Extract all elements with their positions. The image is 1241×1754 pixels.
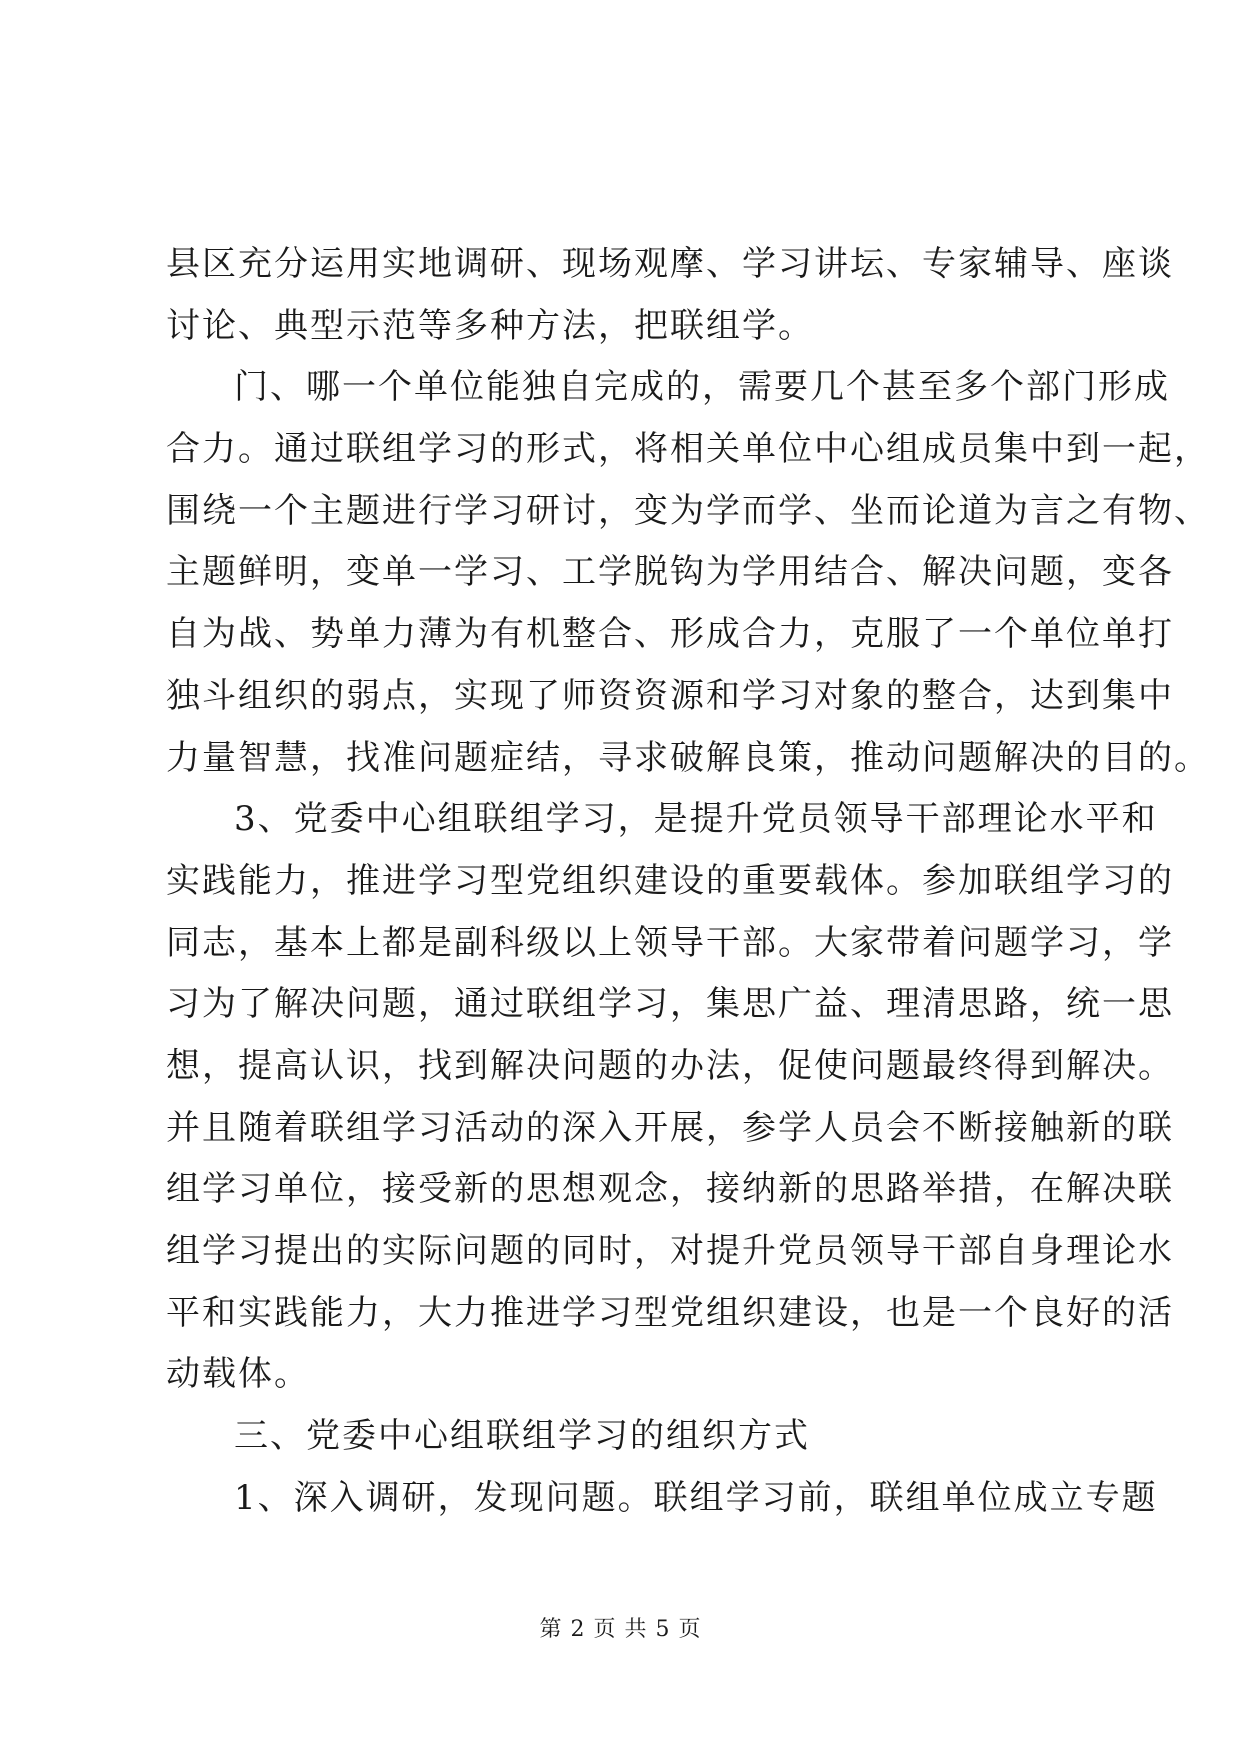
- section-heading: 三、党委中心组联组学习的组织方式: [234, 1416, 810, 1457]
- text-line: 习为了解决问题，通过联组学习，集思广益、理清思路，统一思: [166, 984, 1174, 1025]
- text-line: 同志，基本上都是副科级以上领导干部。大家带着问题学习，学: [166, 922, 1174, 963]
- text-line: 独斗组织的弱点，实现了师资资源和学习对象的整合，达到集中: [166, 675, 1174, 716]
- text-line: 合力。通过联组学习的形式，将相关单位中心组成员集中到一起，: [166, 429, 1210, 470]
- text-line: 力量智慧，找准问题症结，寻求破解良策，推动问题解决的目的。: [166, 737, 1210, 778]
- text-line: 主题鲜明，变单一学习、工学脱钩为学用结合、解决问题，变各: [166, 552, 1174, 593]
- text-line: 自为战、势单力薄为有机整合、形成合力，克服了一个单位单打: [166, 614, 1174, 655]
- text-line: 组学习提出的实际问题的同时，对提升党员领导干部自身理论水: [166, 1231, 1174, 1271]
- text-line: 实践能力，推进学习型党组织建设的重要载体。参加联组学习的: [166, 860, 1174, 901]
- text-line: 县区充分运用实地调研、现场观摩、学习讲坛、专家辅导、座谈: [166, 244, 1174, 284]
- body-text: [166, 234, 1210, 1529]
- text-line: 门、哪一个单位能独自完成的，需要几个甚至多个部门形成: [234, 367, 1170, 408]
- text-line: 1、深入调研，发现问题。联组学习前，联组单位成立专题: [234, 1477, 1158, 1518]
- text-line: 并且随着联组学习活动的深入开展，参学人员会不断接触新的联: [166, 1107, 1174, 1148]
- text-line: 讨论、典型示范等多种方法，把联组学。: [166, 305, 814, 346]
- text-line: 围绕一个主题进行学习研讨，变为学而学、坐而论道为言之有物、: [166, 490, 1210, 531]
- page-number-footer: 第 2 页 共 5 页: [539, 1617, 702, 1642]
- text-line: 组学习单位，接受新的思想观念，接纳新的思路举措，在解决联: [166, 1169, 1174, 1210]
- text-line: 平和实践能力，大力推进学习型党组织建设，也是一个良好的活: [166, 1292, 1174, 1333]
- text-line: 想，提高认识，找到解决问题的办法，促使问题最终得到解决。: [166, 1045, 1174, 1086]
- text-line: 动载体。: [166, 1354, 310, 1395]
- text-line: 3、党委中心组联组学习，是提升党员领导干部理论水平和: [234, 799, 1158, 840]
